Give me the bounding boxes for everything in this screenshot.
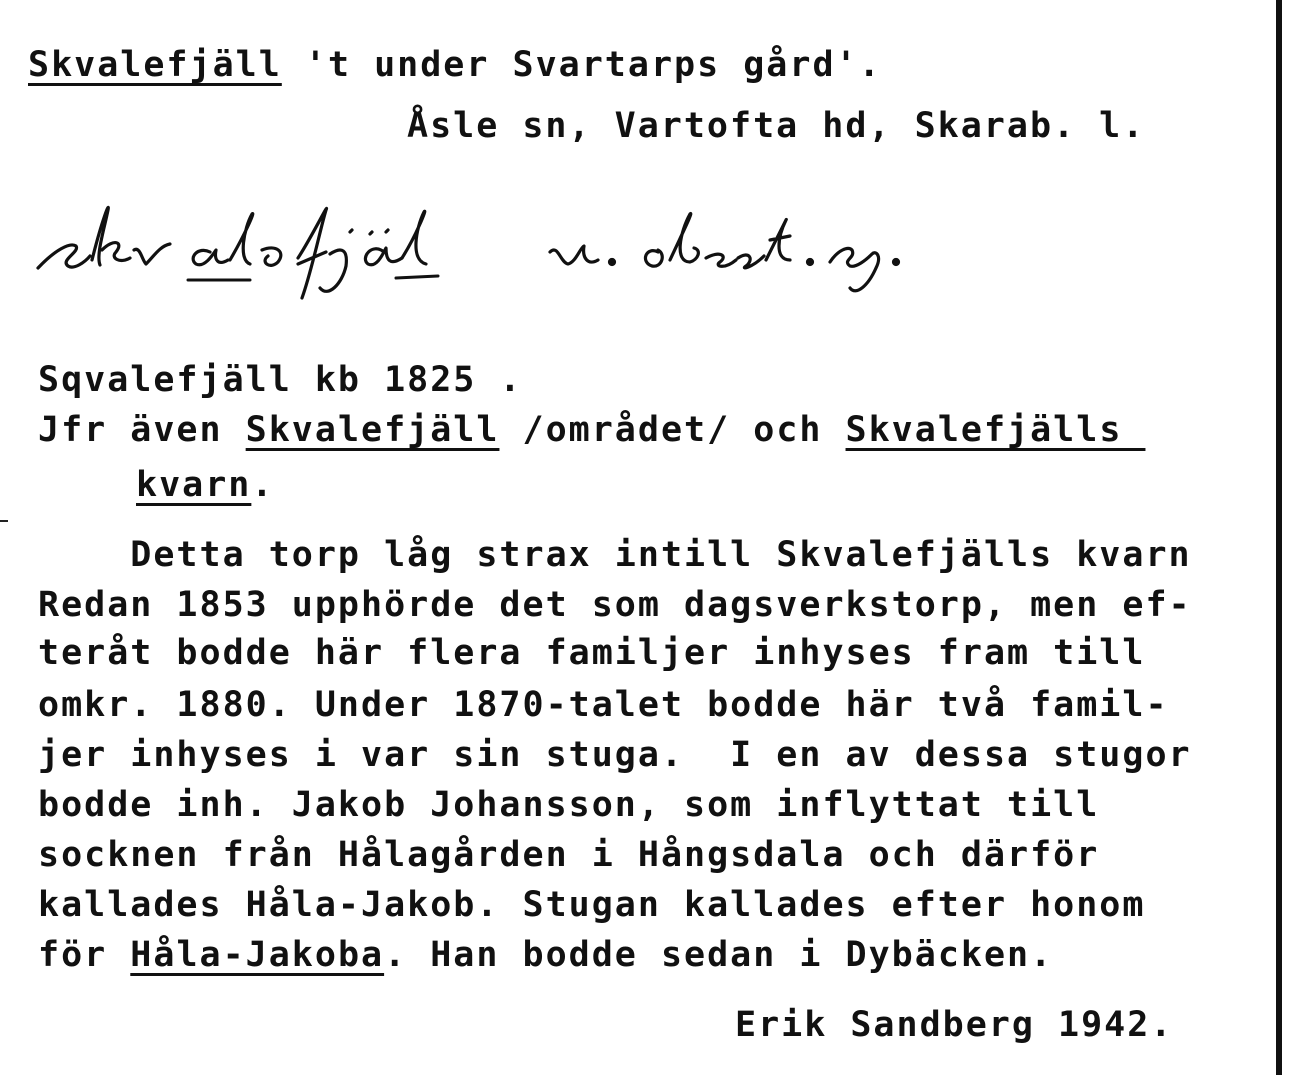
body-line: omkr. 1880. Under 1870-talet bodde här två famil-: [38, 685, 1169, 725]
card-edge-border: [1276, 0, 1282, 1075]
body-line: kallades Håla-Jakob. Stugan kallades efter honom: [38, 885, 1146, 925]
body-line: Redan 1853 upphörde det som dagsverkstorp, men ef-: [38, 585, 1192, 625]
margin-tick: [0, 520, 8, 522]
cross-ref-prefix: Jfr även: [38, 410, 246, 450]
cross-reference-line-2: [136, 465, 274, 505]
body-line: jer inhyses i var sin stuga. I en av dessa stugor: [38, 735, 1192, 775]
cross-ref-suffix: .: [251, 465, 275, 505]
handwritten-pronunciation: [30, 180, 1180, 300]
header-line: [28, 45, 882, 85]
body-line: Detta torp låg strax intill Skvalefjälls kvarn: [38, 535, 1192, 575]
parish-book-line: Sqvalefjäll kb 1825 .: [38, 360, 523, 400]
body-line: teråt bodde här flera familjer inhyses fram till: [38, 633, 1146, 673]
body-link-hala-jakoba: Håla-Jakoba: [130, 935, 385, 975]
body-last-suffix: . Han bodde sedan i Dybäcken.: [384, 935, 1054, 975]
place-description: 't under Svartarps gård'.: [281, 45, 882, 85]
cross-ref-link-skvalefjall: Skvalefjäll: [245, 410, 500, 450]
signature: Erik Sandberg 1942.: [735, 1005, 1174, 1045]
cross-reference-line: [38, 410, 1145, 450]
cross-ref-link-skvalefjalls: Skvalefjälls: [845, 410, 1146, 450]
body-line-last: [38, 935, 1053, 975]
place-name: Skvalefjäll: [28, 45, 282, 85]
cross-ref-middle: /området/ och: [499, 410, 846, 450]
body-line: bodde inh. Jakob Johansson, som inflyttat till: [38, 785, 1100, 825]
body-line: socknen från Hålagården i Hångsdala och därför: [38, 835, 1100, 875]
location-line: Åsle sn, Vartofta hd, Skarab. l.: [407, 106, 1146, 146]
body-last-prefix: för: [38, 935, 131, 975]
cross-ref-link-kvarn: kvarn: [136, 465, 252, 505]
